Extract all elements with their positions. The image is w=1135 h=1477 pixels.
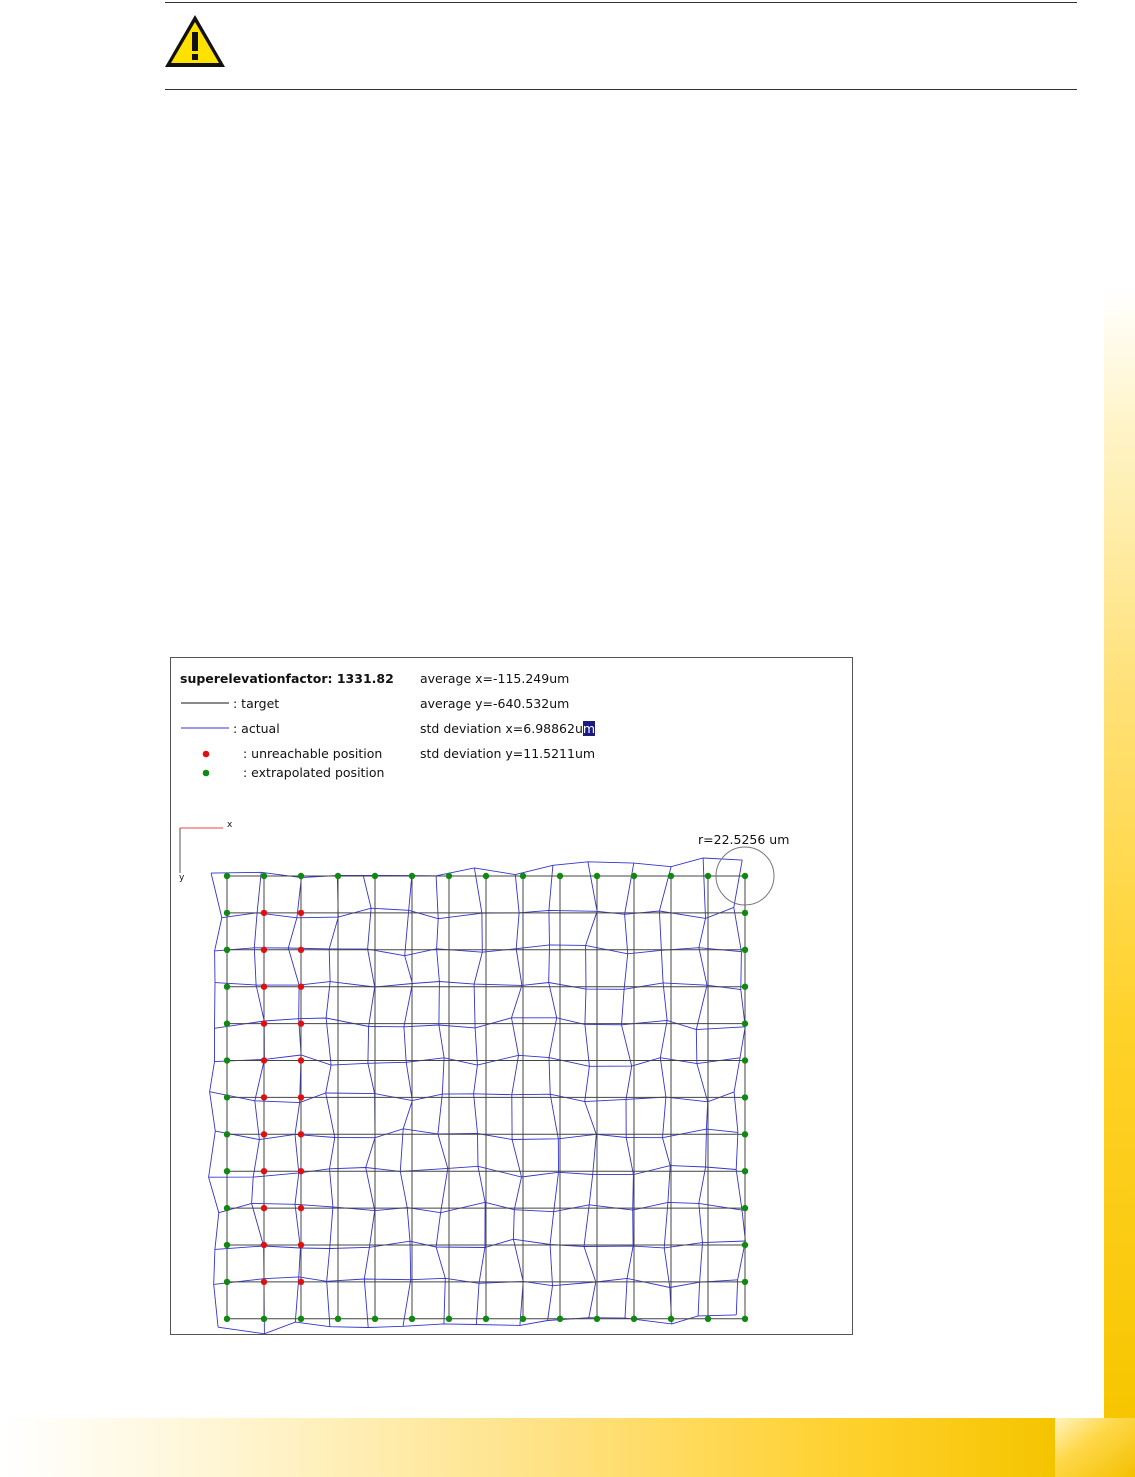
actual-row-line — [219, 1202, 742, 1212]
extrapolated-point — [668, 873, 674, 879]
extrapolated-point — [224, 910, 230, 916]
extrapolated-point — [224, 1205, 230, 1211]
actual-column-line — [326, 876, 339, 1327]
unreachable-point — [298, 984, 304, 990]
bottom-accent-bar — [0, 1418, 1055, 1477]
actual-column-line — [209, 873, 222, 1327]
warning-icon — [162, 12, 228, 70]
unreachable-point — [261, 910, 267, 916]
unreachable-point — [298, 910, 304, 916]
unreachable-point — [261, 984, 267, 990]
legend-unreachable-swatch — [203, 751, 210, 758]
extrapolated-point — [742, 1279, 748, 1285]
extrapolated-point — [483, 1316, 489, 1322]
extrapolated-point — [446, 873, 452, 879]
extrapolated-point — [742, 910, 748, 916]
actual-column-line — [622, 863, 634, 1318]
std-deviation-y: std deviation y=11.5211um — [420, 746, 596, 761]
extrapolated-point — [742, 1131, 748, 1137]
x-axis-label: x — [227, 820, 233, 830]
extrapolated-point — [631, 1316, 637, 1322]
actual-column-line — [696, 858, 707, 1316]
extrapolated-point — [224, 1168, 230, 1174]
legend-target-label: : target — [233, 696, 280, 711]
unreachable-point — [298, 1242, 304, 1248]
extrapolated-point — [742, 1057, 748, 1063]
extrapolated-point — [742, 1242, 748, 1248]
extrapolated-point — [705, 873, 711, 879]
unreachable-point — [298, 1279, 304, 1285]
unreachable-point — [298, 1131, 304, 1137]
unreachable-point — [298, 1205, 304, 1211]
extrapolated-point — [446, 1316, 452, 1322]
unreachable-point — [261, 1279, 267, 1285]
extrapolated-point — [742, 1205, 748, 1211]
actual-row-line — [215, 982, 741, 990]
header-rule-bottom — [165, 89, 1077, 90]
actual-row-line — [215, 1239, 746, 1249]
extrapolated-point — [668, 1316, 674, 1322]
extrapolated-point — [224, 1279, 230, 1285]
extrapolated-point — [594, 873, 600, 879]
extrapolated-point — [409, 873, 415, 879]
extrapolated-point — [224, 1131, 230, 1137]
actual-column-line — [252, 872, 265, 1334]
actual-column-line — [400, 876, 412, 1327]
radius-label: r=22.5256 um — [698, 832, 790, 847]
unreachable-point — [298, 947, 304, 953]
unreachable-point — [298, 1094, 304, 1100]
extrapolated-point — [742, 1168, 748, 1174]
legend-extrapolated-swatch — [203, 770, 210, 777]
extrapolated-point — [298, 1316, 304, 1322]
actual-column-line — [436, 876, 448, 1324]
unreachable-point — [261, 1205, 267, 1211]
y-axis-label: y — [179, 873, 185, 883]
actual-column-line — [512, 875, 524, 1326]
extrapolated-point — [224, 873, 230, 879]
average-x: average x=-115.249um — [420, 671, 570, 686]
extrapolated-point — [298, 873, 304, 879]
actual-column-line — [474, 868, 486, 1325]
legend-actual-label: : actual — [233, 721, 280, 736]
extrapolated-point — [224, 1316, 230, 1322]
extrapolated-point — [594, 1316, 600, 1322]
actual-row-line — [215, 945, 742, 956]
unreachable-point — [298, 1020, 304, 1026]
extrapolated-point — [557, 873, 563, 879]
superelevation-factor: superelevationfactor: 1331.82 — [180, 671, 394, 686]
actual-column-line — [659, 867, 671, 1324]
extrapolated-point — [261, 873, 267, 879]
selected-char[interactable]: m — [582, 721, 596, 736]
std-deviation-x-text: std deviation x=6.98862u — [420, 721, 583, 736]
unreachable-point — [261, 1168, 267, 1174]
extrapolated-point — [335, 1316, 341, 1322]
right-accent-bar — [1104, 290, 1135, 1418]
unreachable-point — [261, 1242, 267, 1248]
extrapolated-point — [483, 873, 489, 879]
actual-row-line — [211, 858, 742, 878]
extrapolated-point — [372, 1316, 378, 1322]
extrapolated-point — [705, 1316, 711, 1322]
extrapolated-point — [335, 873, 341, 879]
unreachable-point — [261, 947, 267, 953]
unreachable-point — [261, 1020, 267, 1026]
actual-column-line — [584, 862, 597, 1318]
extrapolated-point — [224, 1020, 230, 1026]
std-deviation-x — [420, 722, 595, 736]
extrapolated-point — [742, 873, 748, 879]
extrapolated-point — [261, 1316, 267, 1322]
calibration-figure — [170, 657, 853, 1335]
extrapolated-point — [557, 1316, 563, 1322]
legend-unreachable-label: : unreachable position — [243, 746, 383, 761]
unreachable-point — [298, 1057, 304, 1063]
extrapolated-point — [742, 1020, 748, 1026]
corner-accent — [1055, 1418, 1135, 1477]
average-y: average y=-640.532um — [420, 696, 570, 711]
extrapolated-point — [409, 1316, 415, 1322]
unreachable-point — [261, 1131, 267, 1137]
actual-column-line — [548, 865, 559, 1320]
extrapolated-point — [224, 984, 230, 990]
extrapolated-point — [224, 947, 230, 953]
extrapolated-point — [631, 873, 637, 879]
extrapolated-point — [742, 1316, 748, 1322]
actual-column-line — [363, 875, 375, 1327]
extrapolated-point — [372, 873, 378, 879]
extrapolated-point — [742, 984, 748, 990]
extrapolated-point — [520, 873, 526, 879]
extrapolated-point — [742, 947, 748, 953]
extrapolated-point — [742, 1094, 748, 1100]
extrapolated-point — [520, 1316, 526, 1322]
unreachable-point — [261, 1057, 267, 1063]
extrapolated-point — [224, 1094, 230, 1100]
extrapolated-point — [224, 1242, 230, 1248]
header-rule-top — [165, 2, 1077, 3]
legend-extrapolated-label: : extrapolated position — [243, 765, 385, 780]
unreachable-point — [261, 1094, 267, 1100]
unreachable-point — [298, 1168, 304, 1174]
extrapolated-point — [224, 1057, 230, 1063]
